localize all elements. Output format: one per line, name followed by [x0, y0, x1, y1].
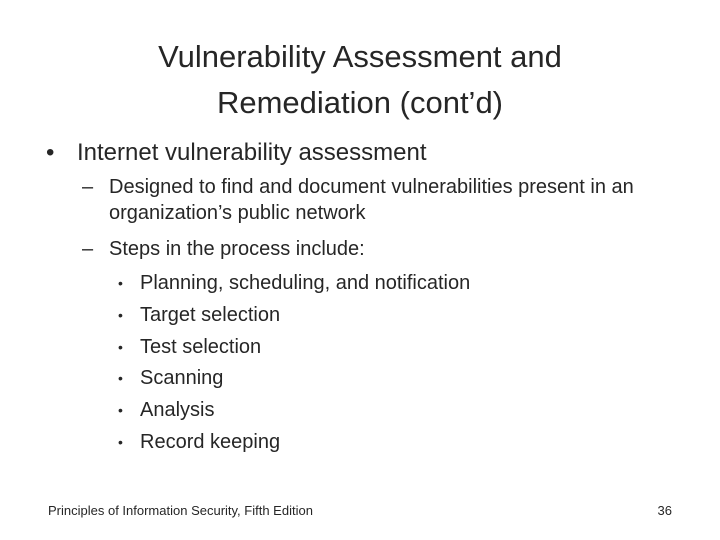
bullet-marker: • [118, 275, 123, 291]
bullet-marker: • [118, 402, 123, 419]
bullet-marker: • [118, 306, 123, 323]
sub-bullet-text: Designed to find and document vulnerabilities present in an organization’s public network [109, 176, 634, 224]
sub-bullet-text: Steps in the process include: [109, 238, 365, 260]
footer-book-title: Principles of Information Security, Fifth Edition [48, 503, 313, 518]
slide-page-number: 36 [657, 503, 672, 518]
sub-bullet-item [82, 174, 642, 226]
step-text: Scanning [140, 367, 224, 390]
main-bullet [46, 138, 427, 168]
step-text: Test selection [140, 335, 262, 358]
sub-bullet-list [82, 174, 642, 262]
step-item [118, 395, 598, 427]
step-text: Target selection [140, 303, 281, 326]
sub-bullet-item [82, 236, 642, 262]
main-bullet-text: Internet vulnerability assessment [77, 139, 427, 166]
bullet-marker: • [118, 338, 123, 355]
step-item [118, 363, 598, 395]
bullet-marker: • [46, 139, 55, 166]
slide-title [60, 34, 660, 126]
step-text: Planning, scheduling, and notification [140, 272, 471, 294]
step-item [118, 268, 598, 300]
slide-title-line-2: Remediation (cont’d) [216, 85, 504, 120]
bullet-marker: • [118, 370, 123, 387]
dash-marker: – [82, 238, 94, 260]
steps-list [118, 268, 598, 459]
step-text: Analysis [140, 399, 215, 422]
bullet-marker: • [118, 433, 123, 450]
step-item [118, 427, 598, 459]
slide-title-line-1: Vulnerability Assessment and [158, 39, 562, 74]
step-text: Record keeping [140, 430, 281, 453]
dash-marker: – [82, 176, 94, 198]
step-item [118, 300, 598, 332]
step-item [118, 332, 598, 364]
